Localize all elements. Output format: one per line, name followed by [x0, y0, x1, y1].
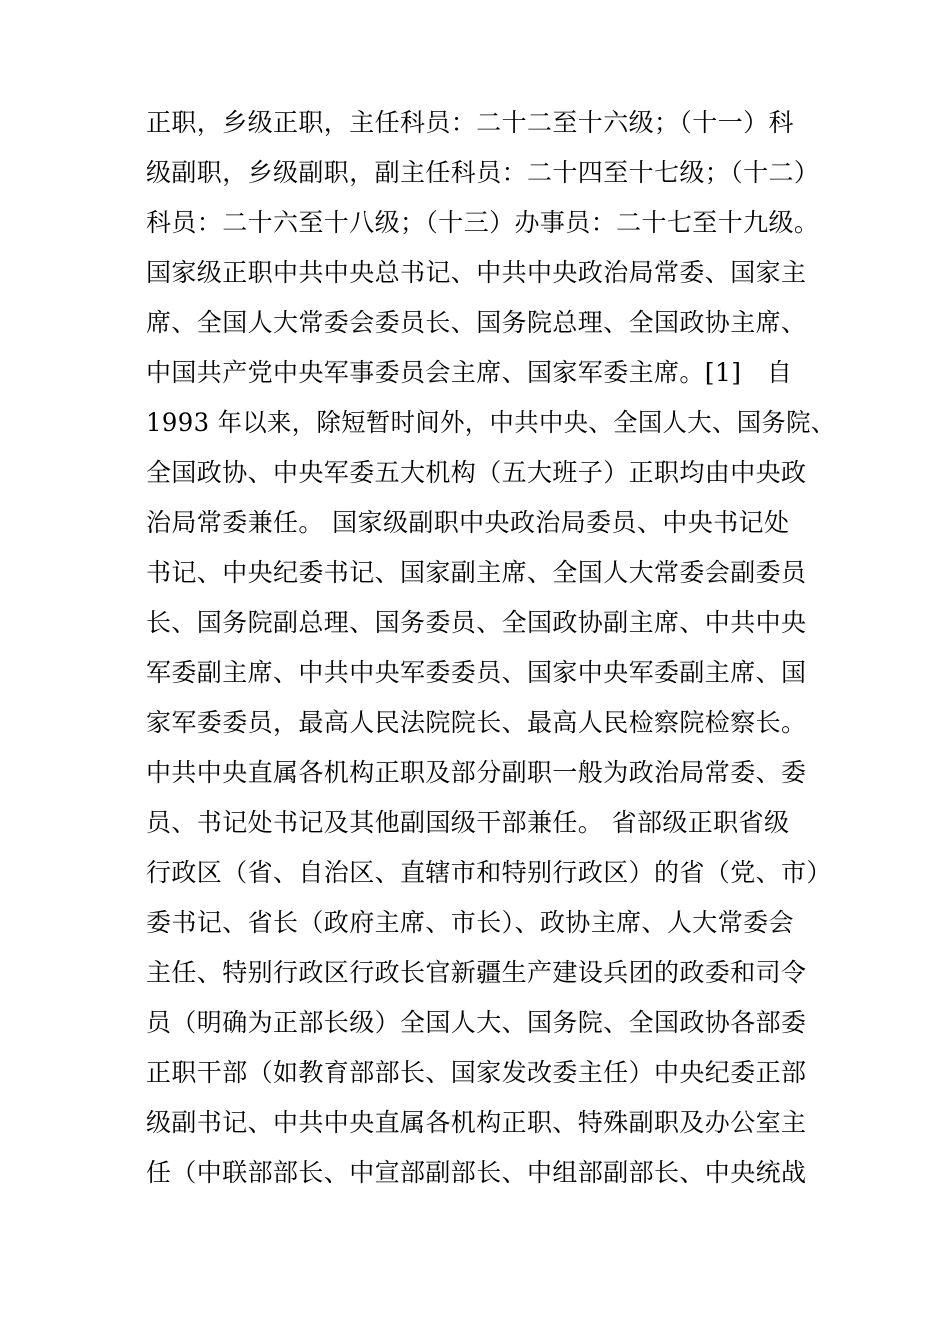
text-line: 正职干部（如教育部部长、国家发改委主任）中央纪委正部: [146, 1058, 807, 1087]
text-line: 国家级正职中共中央总书记、中共中央政治局常委、国家主: [146, 258, 807, 287]
text-line: 科员：二十六至十八级；（十三）办事员：二十七至十九级。: [146, 208, 820, 237]
text-line: 全国政协、中央军委五大机构（五大班子）正职均由中央政: [146, 458, 807, 487]
text-line: 委书记、省长（政府主席、市长）、政协主席、人大常委会: [146, 908, 794, 937]
text-line: 家军委委员，最高人民法院院长、最高人民检察院检察长。: [146, 708, 807, 737]
text-line: 中共中央直属各机构正职及部分副职一般为政治局常委、委: [146, 758, 807, 787]
text-line: 主任、特别行政区行政长官新疆生产建设兵团的政委和司令: [146, 958, 807, 987]
text-line: 书记、中央纪委书记、国家副主席、全国人大常委会副委员: [146, 558, 807, 587]
text-line: 长、国务院副总理、国务委员、全国政协副主席、中共中央: [146, 608, 807, 637]
text-line: 级副职，乡级副职，副主任科员：二十四至十七级；（十二）: [146, 158, 820, 187]
text-line: 正职，乡级正职，主任科员：二十二至十六级；（十一）科: [146, 108, 794, 137]
text-line: 员（明确为正部长级）全国人大、国务院、全国政协各部委: [146, 1008, 807, 1037]
text-line: 席、全国人大常委会委员长、国务院总理、全国政协主席、: [146, 308, 807, 337]
text-line: 中国共产党中央军事委员会主席、国家军委主席。[1] 自: [146, 358, 793, 387]
text-line: 军委副主席、中共中央军委委员、国家中央军委副主席、国: [146, 658, 807, 687]
body-text: [146, 98, 836, 1198]
text-line: 员、书记处书记及其他副国级干部兼任。 省部级正职省级: [146, 808, 790, 837]
text-line: 任（中联部部长、中宣部副部长、中组部副部长、中央统战: [146, 1158, 807, 1187]
text-line: 治局常委兼任。 国家级副职中央政治局委员、中央书记处: [146, 508, 790, 537]
text-line: 1993 年以来，除短暂时间外，中共中央、全国人大、国务院、: [146, 408, 836, 437]
text-line: 行政区（省、自治区、直辖市和特别行政区）的省（党、市）: [146, 858, 832, 887]
text-line: 级副书记、中共中央直属各机构正职、特殊副职及办公室主: [146, 1108, 807, 1137]
